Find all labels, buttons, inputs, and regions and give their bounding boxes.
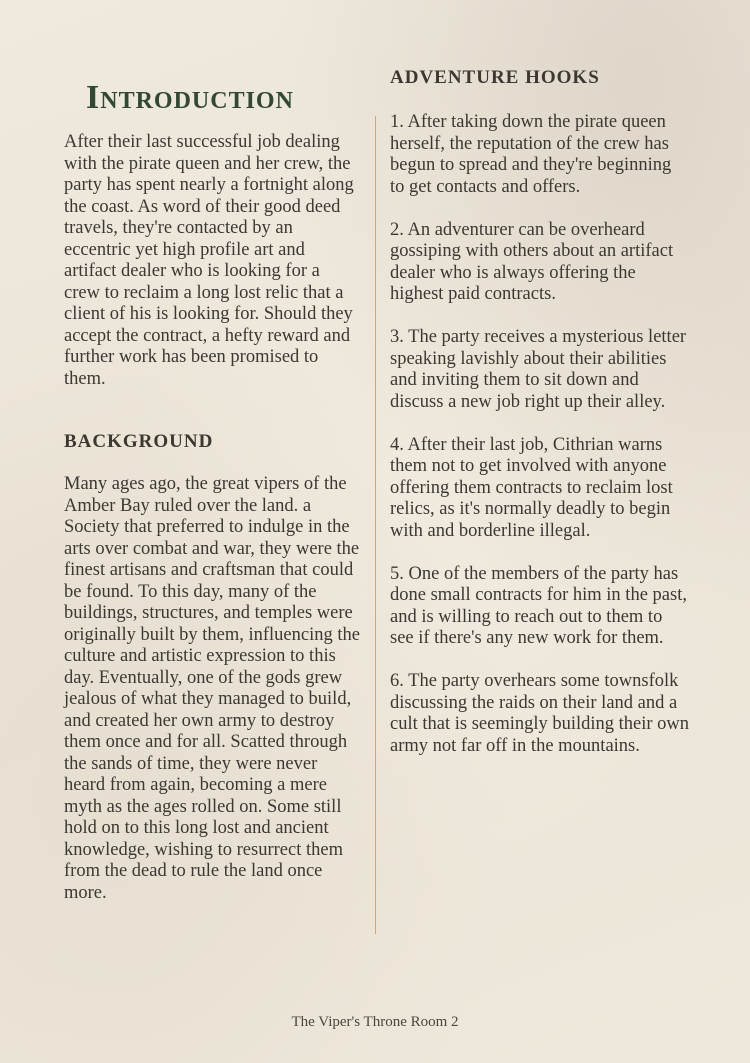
background-heading: BACKGROUND <box>64 431 214 452</box>
hook-item-2: 2. An adventurer can be overheard gossiping with others about an artifact dealer who is always offering the highest paid contracts. <box>390 219 674 304</box>
left-column <box>64 76 360 904</box>
background-paragraph: Many ages ago, the great vipers of the Amber Bay ruled over the land. a Society that preferred to indulge in the arts over combat and war, they were the finest artisans and craftsman that could be found. To this day, many of the buildings, structures, and temples were originally built by them, influencing the culture and artistic expression to this day. Eventually, one of the gods grew jealous of what they managed to build, and created her own army to destroy them once and for all. Scatted through the sands of time, they were never heard from again, becoming a mere myth as the ages rolled on. Some still hold on to this long lost and ancient knowledge, wishing to resurrect them from the dead to rule the land once more. <box>64 474 360 903</box>
adventure-hooks-heading: ADVENTURE HOOKS <box>390 67 600 88</box>
hook-item-6: 6. The party overhears some townsfolk discussing the raids on their land and a cult that is seemingly building their own army not far off in the mountains. <box>390 671 690 756</box>
hook-item-1: 1. After taking down the pirate queen herself, the reputation of the crew has begun to spread and they're beginning to get contacts and offers. <box>390 112 672 197</box>
page-title: Introduction <box>86 79 294 116</box>
right-column <box>390 66 690 779</box>
hook-item-4: 4. After their last job, Cithrian warns them not to get involved with anyone offering them contracts to reclaim lost relics, as it's normally deadly to begin with and borderline illegal. <box>390 434 673 541</box>
adventure-hooks-list <box>390 112 690 757</box>
column-divider <box>375 116 376 934</box>
page-footer: The Viper's Throne Room 2 <box>291 1014 459 1030</box>
hook-item-3: 3. The party receives a mysterious letter speaking lavishly about their abilities and inviting them to sit down and discuss a new job right up their alley. <box>390 327 687 412</box>
introduction-paragraph: After their last successful job dealing with the pirate queen and her crew, the party has spent nearly a fortnight along the coast. As word of their good deed travels, they're contacted by an eccentric yet high profile art and artifact dealer who is looking for a crew to reclaim a long lost relic that a client of his is looking for. Should they accept the contract, a hefty reward and further work has been promised to them. <box>64 132 354 389</box>
hook-item-5: 5. One of the members of the party has done small contracts for him in the past, and is willing to reach out to them to see if there's any new work for them. <box>390 563 687 648</box>
